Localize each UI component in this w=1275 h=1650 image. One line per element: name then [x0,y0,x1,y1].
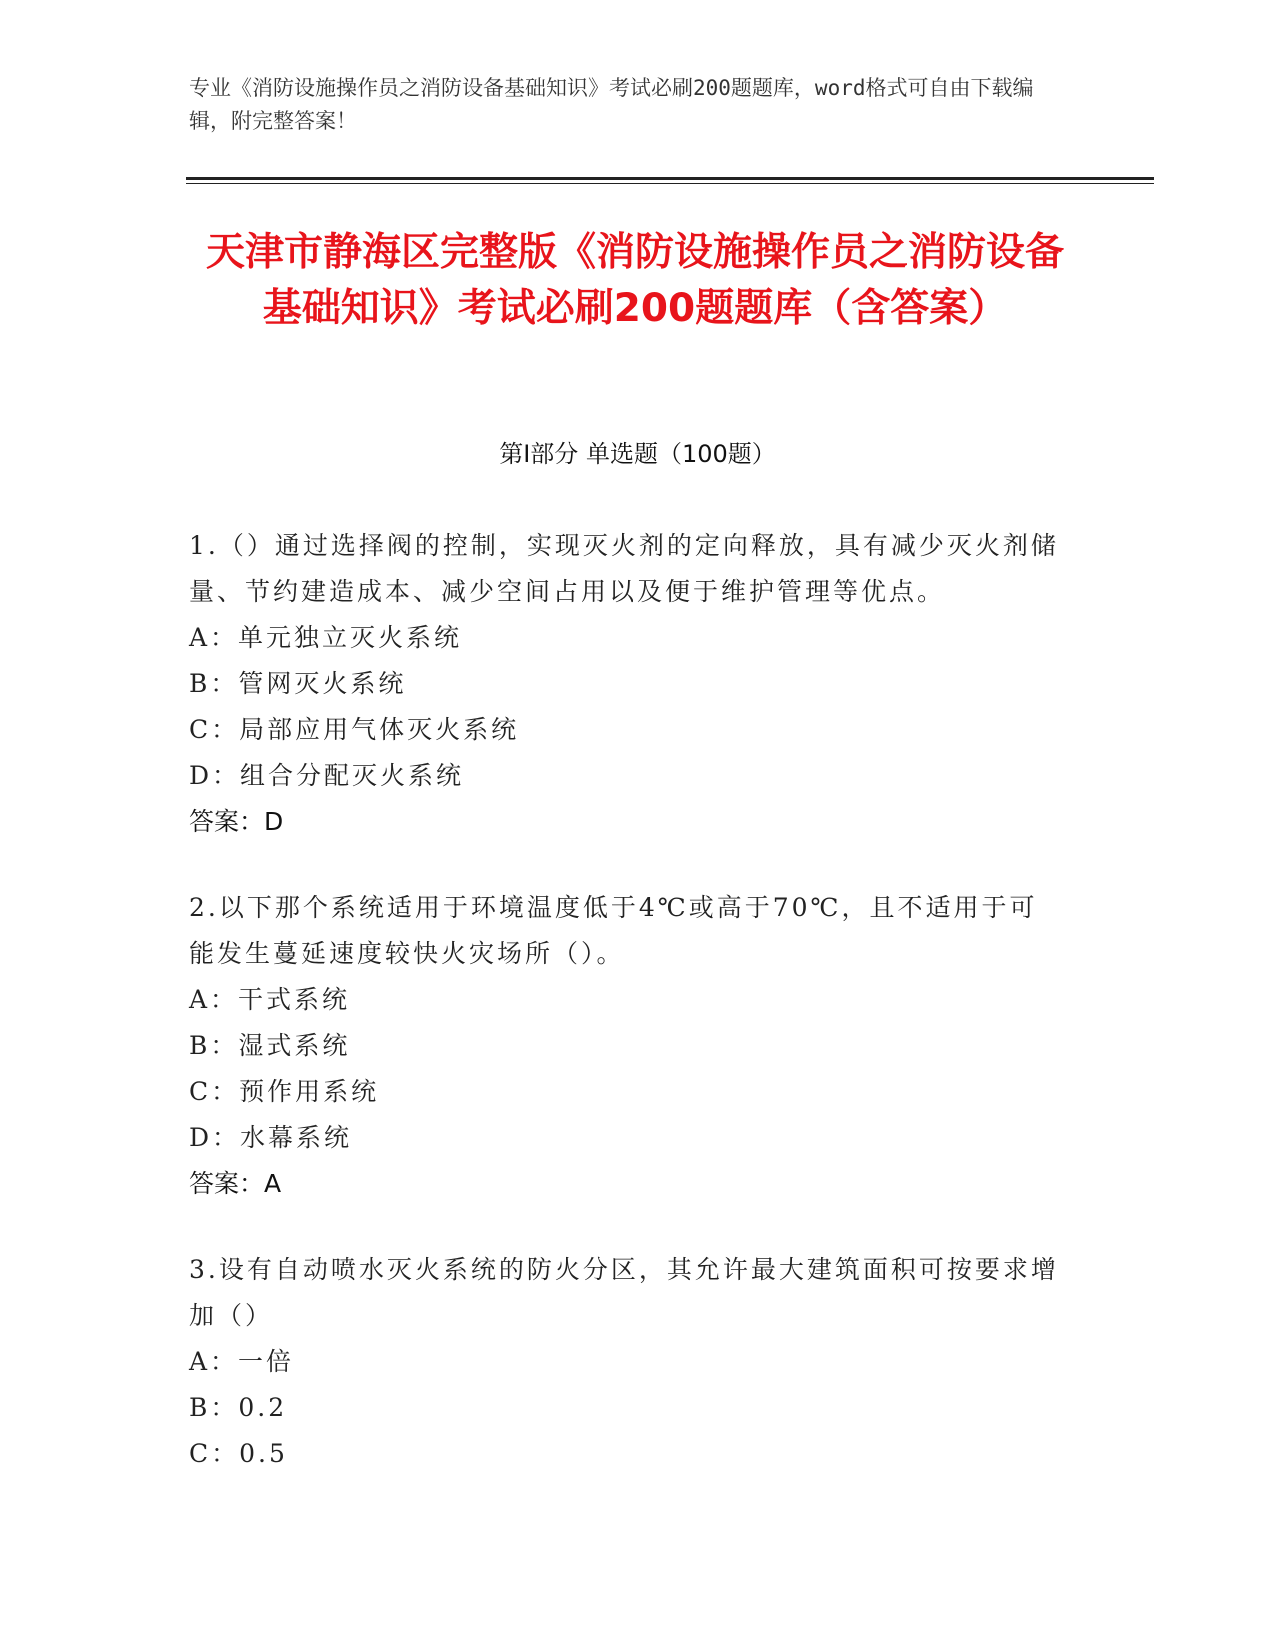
option-c: C：0.5 [189,1439,288,1468]
answer-line: 答案：D [189,807,284,836]
option-b: B：管网灭火系统 [189,669,407,698]
section-title: 第I部分 单选题（100题） [499,440,776,468]
header-divider-thick [186,177,1154,180]
question-stem: 1.（）通过选择阀的控制，实现灭火剂的定向释放，具有减少灭火剂储量、节约建造成本、减少空间占用以及便于维护管理等优点。 [189,531,1059,606]
option-d: D：水幕系统 [189,1123,353,1152]
document-title: 天津市静海区完整版《消防设施操作员之消防设备基础知识》考试必刷200题题库（含答案） [205,230,1064,331]
header-note: 专业《消防设施操作员之消防设备基础知识》考试必刷200题题库，word格式可自由下载编辑，附完整答案！ [189,76,1034,133]
option-b: B：0.2 [189,1393,288,1422]
answer-line: 答案：A [189,1169,282,1198]
question-stem: 2.以下那个系统适用于环境温度低于4℃或高于70℃，且不适用于可能发生蔓延速度较快火灾场所（）。 [189,893,1038,968]
option-c: C：预作用系统 [189,1077,380,1106]
question-1 [189,523,1059,845]
option-b: B：湿式系统 [189,1031,351,1060]
option-a: A：单元独立灭火系统 [189,623,463,652]
option-a: A：一倍 [189,1347,295,1376]
option-d: D：组合分配灭火系统 [189,761,465,790]
question-3 [189,1247,1059,1477]
header-divider-thin [186,183,1154,184]
option-a: A：干式系统 [189,985,351,1014]
question-2 [189,885,1059,1207]
option-c: C：局部应用气体灭火系统 [189,715,520,744]
question-list [189,523,1059,1517]
question-stem: 3.设有自动喷水灭火系统的防火分区，其允许最大建筑面积可按要求增加（） [189,1255,1059,1330]
